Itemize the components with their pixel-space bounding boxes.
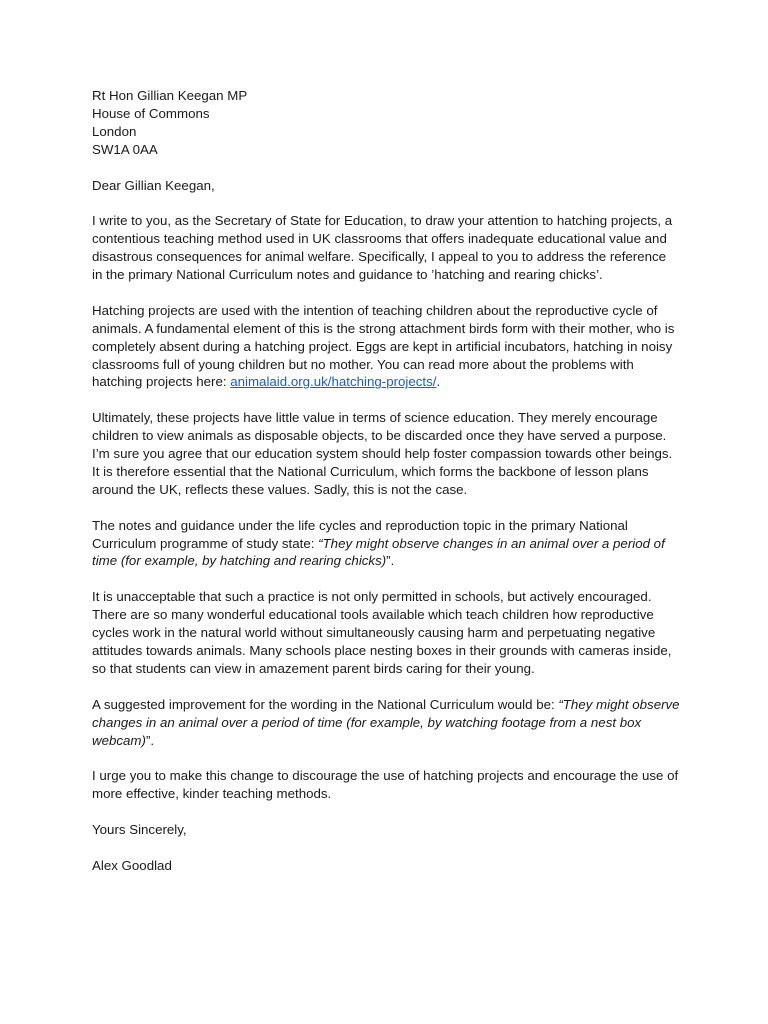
address-line-house: House of Commons [92, 105, 210, 121]
paragraph-text: A suggested improvement for the wording in the National Curriculum would be: [92, 696, 559, 712]
paragraph-curriculum-quote [92, 517, 680, 571]
paragraph-request: I urge you to make this change to discourage the use of hatching projects and encourage the use of more effective, kinder teaching methods. [92, 768, 679, 802]
paragraph-end: . [436, 374, 441, 390]
paragraph-text: The notes and guidance under the life cycles and reproduction topic in the primary National Curriculum programme of study state: [92, 517, 628, 551]
signature: Alex Goodlad [92, 857, 172, 873]
paragraph-end: ”. [145, 732, 155, 748]
recipient-address [92, 87, 680, 159]
animalaid-link[interactable]: animalaid.org.uk/hatching-projects/ [230, 374, 437, 390]
address-line-name: Rt Hon Gillian Keegan MP [92, 88, 248, 103]
address-line-postcode: SW1A 0AA [92, 141, 158, 157]
paragraph-hatching-projects [92, 302, 680, 392]
suggested-quote: “They might observe changes in an animal over a period of time (for example, by watching footage from a nest box webcam) [92, 696, 680, 748]
address-line-city: London [92, 123, 137, 139]
salutation: Dear Gillian Keegan, [92, 177, 215, 193]
paragraph-end: ”. [386, 553, 395, 569]
letter [92, 87, 680, 893]
paragraph-suggestion [92, 696, 680, 750]
curriculum-quote: “They might observe changes in an animal over a period of time (for example, by hatching and rearing chicks) [92, 535, 665, 569]
paragraph-intro: I write to you, as the Secretary of State for Education, to draw your attention to hatching projects, a contentious teaching method used in UK classrooms that offers inadequate educational value and disastrous consequences for animal welfare. Specifically, I appeal to you to address the reference in the primary National Curriculum notes and guidance to ’hatching and rearing chicks’. [92, 213, 673, 283]
closing: Yours Sincerely, [92, 822, 187, 838]
paragraph-text: Hatching projects are used with the intention of teaching children about the reproductive cycle of animals. A fundamental element of this is the strong attachment birds form with their mother, who is completely absent during a hatching project. Eggs are kept in artificial incubators, hatching in noisy classrooms full of young children but no mother. You can read more about the problems with hatching projects here: [92, 302, 675, 390]
paragraph-alternatives: It is unacceptable that such a practice is not only permitted in schools, but actively encouraged. There are so many wonderful educational tools available which teach children how reproductive cycles work in the natural world without simultaneously causing harm and perpetuating negative attitudes towards animals. Many schools place nesting boxes in their grounds with cameras inside, so that students can view in amazement parent birds caring for their young. [92, 589, 672, 676]
paragraph-science-value: Ultimately, these projects have little value in terms of science education. They merely encourage children to view animals as disposable objects, to be discarded once they have served a purpose. I’m sure you agree that our education system should help foster compassion towards other beings. It is therefore essential that the National Curriculum, which forms the backbone of lesson plans around the UK, reflects these values. Sadly, this is not the case. [92, 410, 673, 497]
